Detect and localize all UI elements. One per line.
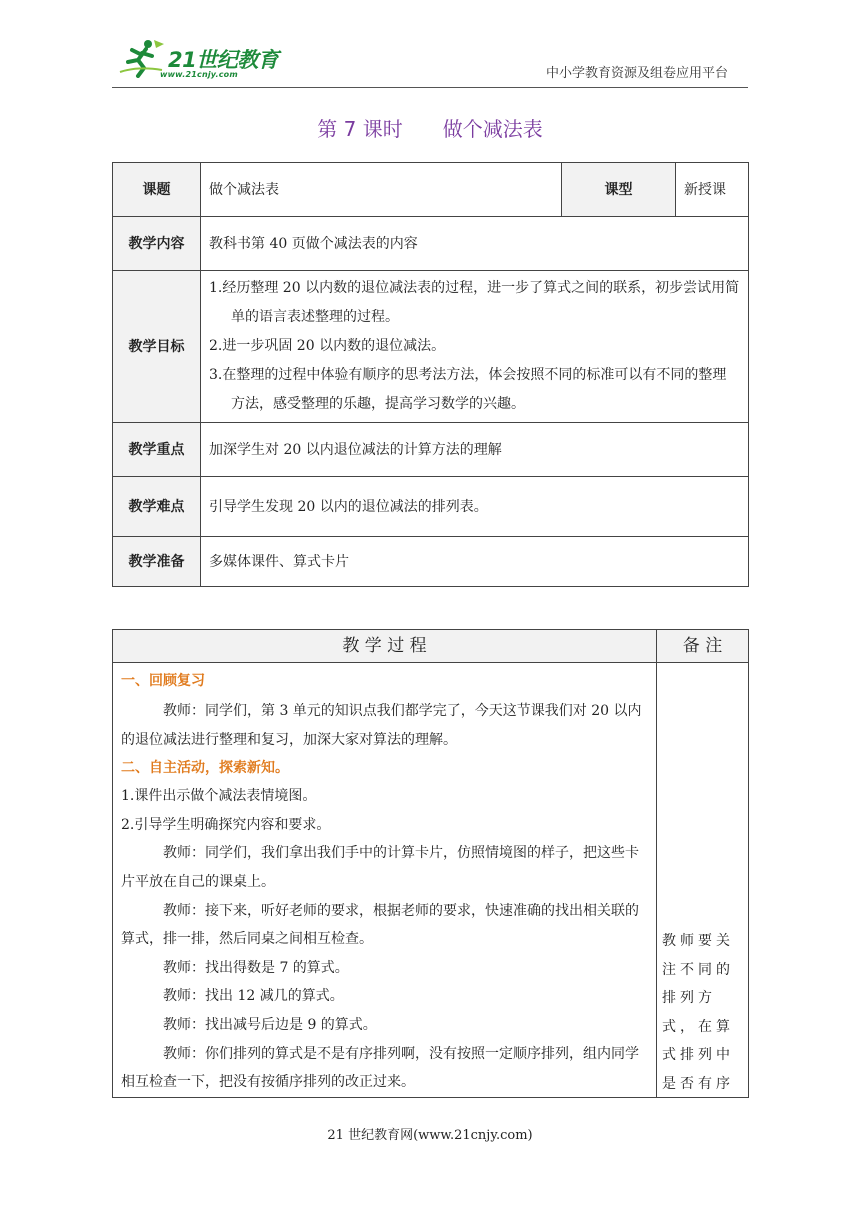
difficulty-label: 教学难点 [113, 477, 201, 537]
content-label: 教学内容 [113, 217, 201, 271]
logo [118, 38, 288, 82]
notes-header: 备 注 [657, 630, 749, 663]
teaching-process-table [112, 629, 749, 1098]
teacher-paragraph: 教师：找出 12 减几的算式。 [163, 988, 344, 1005]
key-label: 教学重点 [113, 423, 201, 477]
difficulty-value: 引导学生发现 20 以内的退位减法的排列表。 [201, 477, 749, 537]
goals-label: 教学目标 [113, 271, 201, 423]
content-row [113, 217, 749, 271]
key-row [113, 423, 749, 477]
process-header-row [113, 630, 749, 663]
logo-text: 21世纪教育 [168, 48, 279, 72]
topic-label: 课题 [113, 163, 201, 217]
type-label: 课型 [562, 163, 676, 217]
topic-row [113, 163, 749, 217]
logo-url: www.21cnjy.com [160, 70, 238, 79]
section-review-title: 一、回顾复习 [121, 673, 205, 689]
lesson-info-table [112, 162, 749, 587]
section-explore-title: 二、自主活动，探索新知。 [121, 760, 289, 777]
topic-value: 做个减法表 [201, 163, 562, 217]
teacher-paragraph: 教师：你们排列的算式是不是有序排列啊，没有按照一定顺序排列，组内同学相互检查一下，把没有按循序排列的改正过来。 [121, 1045, 639, 1091]
difficulty-row [113, 477, 749, 537]
teacher-paragraph: 教师：同学们，我们拿出我们手中的计算卡片，仿照情境图的样子，把这些卡片平放在自己的课桌上。 [121, 845, 639, 890]
goals-list [201, 271, 749, 423]
step-item: 2.引导学生明确探究内容和要求。 [121, 816, 331, 833]
lesson-title [0, 113, 860, 142]
page-header [0, 0, 860, 100]
runner-logo-icon [118, 38, 166, 78]
prep-row [113, 537, 749, 587]
lesson-name: 做个减法表 [442, 117, 543, 141]
lesson-number: 第 7 课时 [317, 117, 403, 141]
goal-item: 1.经历整理 20 以内数的退位减法表的过程，进一步了算式之间的联系，初步尝试用简单的语言表述整理的过程。 [209, 280, 740, 325]
teacher-paragraph: 教师：找出得数是 7 的算式。 [163, 959, 349, 976]
goal-item: 3.在整理的过程中体验有顺序的思考法方法，体会按照不同的标准可以有不同的整理方法，感受整理的乐趣，提高学习数学的兴趣。 [209, 367, 727, 412]
prep-value: 多媒体课件、算式卡片 [201, 537, 749, 587]
process-header: 教 学 过 程 [113, 630, 657, 663]
teacher-note: 教师要关注不同的排列方式，在算式排列中是否有序 [662, 933, 734, 1092]
notes-cell [657, 663, 749, 1098]
teacher-paragraph: 教师：找出减号后边是 9 的算式。 [163, 1016, 377, 1033]
content-value: 教科书第 40 页做个减法表的内容 [201, 217, 749, 271]
teacher-paragraph: 教师：接下来，听好老师的要求，根据老师的要求，快速准确的找出相关联的算式，排一排，然后同桌之间相互检查。 [121, 902, 639, 948]
goals-row [113, 271, 749, 423]
process-body-row [113, 663, 749, 1098]
step-item: 1.课件出示做个减法表情境图。 [121, 788, 317, 805]
process-content [113, 663, 657, 1098]
goal-item: 2.进一步巩固 20 以内数的退位减法。 [209, 338, 446, 354]
header-divider [112, 87, 748, 88]
review-paragraph: 教师：同学们，第 3 单元的知识点我们都学完了，今天这节课我们对 20 以内的退位减法进行整理和复习，加深大家对算法的理解。 [121, 703, 642, 748]
type-value: 新授课 [676, 163, 749, 217]
key-value: 加深学生对 20 以内退位减法的计算方法的理解 [201, 423, 749, 477]
prep-label: 教学准备 [113, 537, 201, 587]
platform-name: 中小学教育资源及组卷应用平台 [545, 66, 728, 81]
page-footer: 21 世纪教育网(www.21cnjy.com) [327, 1128, 533, 1143]
